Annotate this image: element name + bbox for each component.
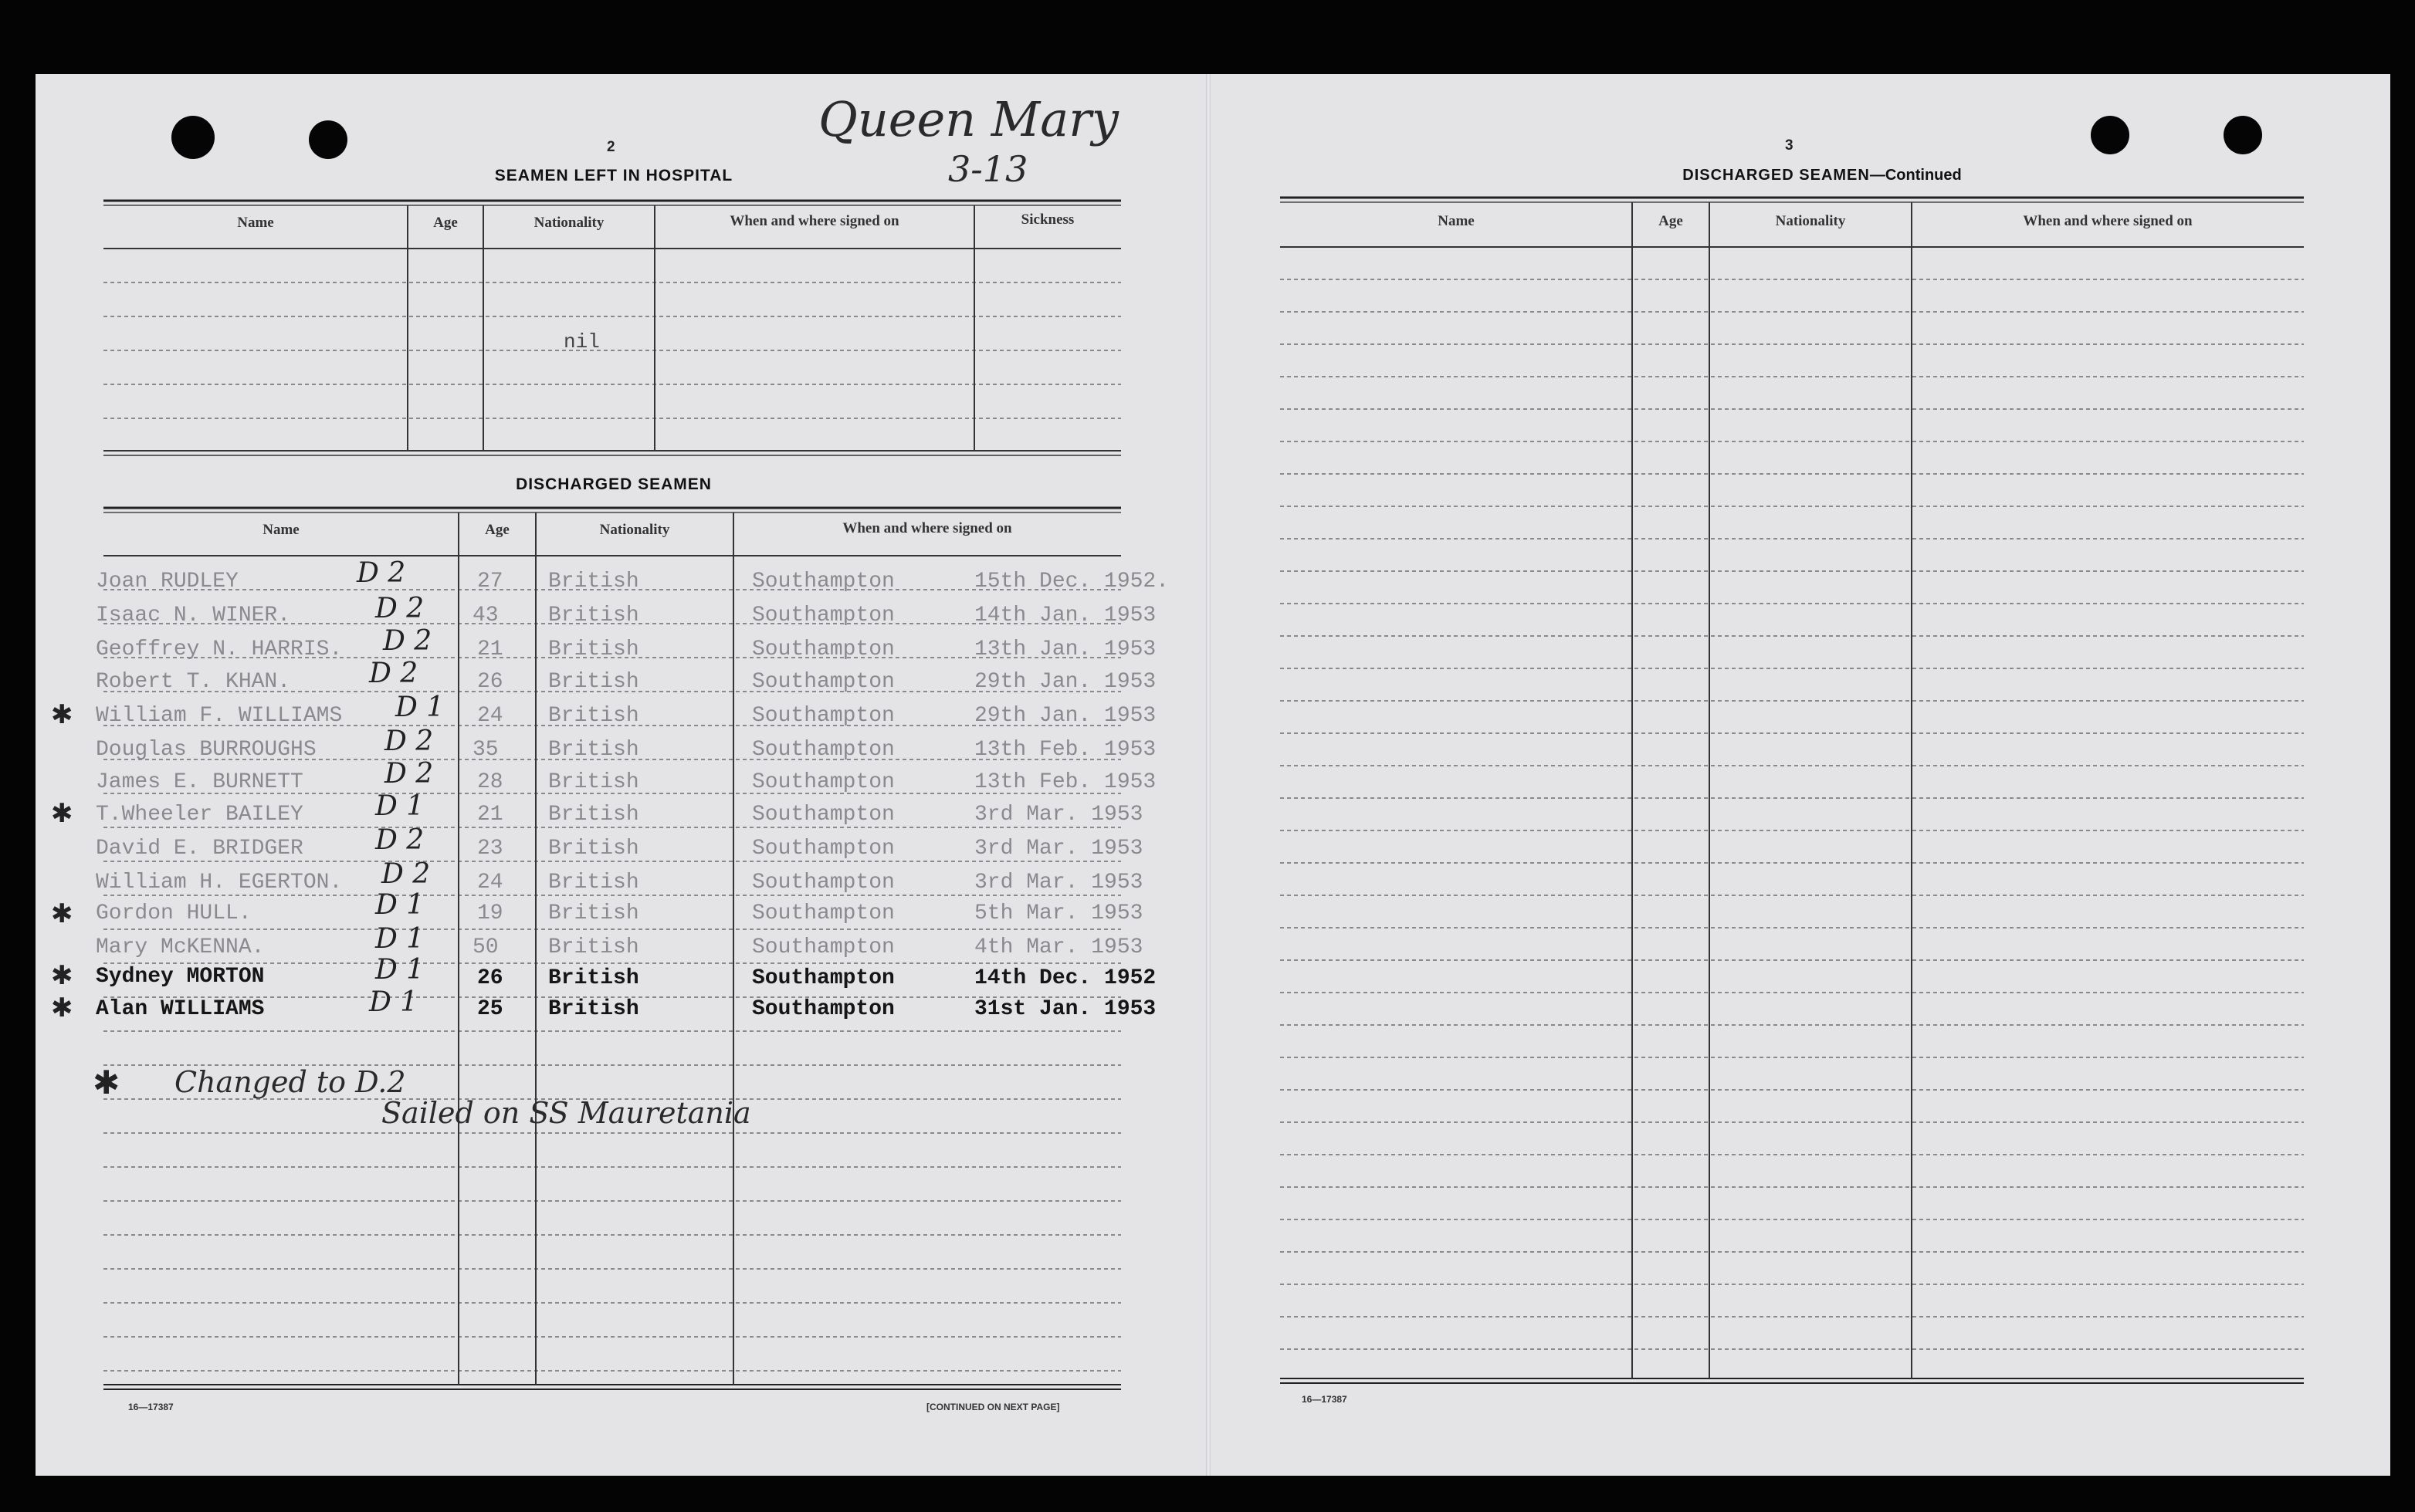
seaman-name: Joan RUDLEY — [96, 570, 239, 594]
signed-on-place: Southampton — [752, 770, 895, 794]
seaman-age: 19 — [477, 901, 503, 925]
discharge-code: D 2 — [384, 726, 434, 757]
seaman-age: 24 — [477, 704, 503, 728]
seaman-nationality: British — [548, 738, 639, 762]
signed-on-date: 4th Mar. 1953 — [974, 935, 1143, 959]
seaman-nationality: British — [548, 570, 639, 594]
right-header-name: Name — [1438, 213, 1475, 229]
seaman-nationality: British — [548, 770, 639, 794]
seaman-age: 24 — [477, 871, 503, 895]
seaman-age: 25 — [477, 997, 503, 1021]
signed-on-place: Southampton — [752, 837, 895, 861]
discharge-code: D 2 — [383, 625, 432, 657]
seaman-nationality: British — [548, 935, 639, 959]
seaman-age: 50 — [472, 935, 499, 959]
star-mark: ✱ — [51, 993, 73, 1023]
discharged-header-signed-on: When and where signed on — [842, 520, 1012, 536]
handwritten-note-changed: Changed to D.2 — [174, 1065, 406, 1099]
seaman-name: Isaac N. WINER. — [96, 604, 291, 627]
signed-on-place: Southampton — [752, 803, 895, 827]
right-header-nationality: Nationality — [1775, 213, 1846, 229]
signed-on-date: 31st Jan. 1953 — [974, 997, 1157, 1021]
discharge-code: D 2 — [375, 593, 425, 624]
seaman-nationality: British — [548, 871, 639, 895]
hospital-header-signed-on: When and where signed on — [730, 213, 899, 229]
signed-on-date: 29th Jan. 1953 — [974, 670, 1157, 694]
discharge-code: D 2 — [381, 858, 431, 890]
seaman-age: 26 — [477, 966, 503, 990]
seaman-name: William H. EGERTON. — [96, 871, 343, 895]
seaman-name: Robert T. KHAN. — [96, 670, 291, 694]
seaman-nationality: British — [548, 901, 639, 925]
seaman-name: David E. BRIDGER — [96, 837, 303, 861]
discharge-code: D 1 — [375, 923, 425, 955]
form-number-left: 16—17387 — [128, 1402, 174, 1412]
hospital-header-age: Age — [433, 215, 458, 231]
seaman-name: Douglas BURROUGHS — [96, 738, 317, 762]
page-number-right: 3 — [1785, 137, 1793, 154]
continued-note: [CONTINUED ON NEXT PAGE] — [926, 1402, 1060, 1412]
discharge-code: D 1 — [395, 692, 445, 723]
signed-on-date: 15th Dec. 1952. — [974, 570, 1170, 594]
discharged-header-nationality: Nationality — [599, 522, 670, 538]
signed-on-date: 14th Jan. 1953 — [974, 604, 1157, 627]
star-mark: ✱ — [93, 1064, 120, 1101]
hospital-header-nationality: Nationality — [533, 215, 605, 231]
signed-on-date: 13th Feb. 1953 — [974, 770, 1157, 794]
right-title-cont: —Continued — [1869, 167, 1962, 184]
seaman-nationality: British — [548, 638, 639, 661]
signed-on-place: Southampton — [752, 704, 895, 728]
seaman-name: Geoffrey N. HARRIS. — [96, 638, 343, 661]
hospital-section-title: SEAMEN LEFT IN HOSPITAL — [494, 167, 733, 184]
discharge-code: D 2 — [357, 557, 406, 589]
handwritten-date: 3-13 — [948, 148, 1028, 190]
discharged-header-age: Age — [485, 522, 510, 538]
seaman-name: Mary McKENNA. — [96, 935, 265, 959]
discharge-code: D 2 — [369, 658, 418, 689]
right-header-age: Age — [1658, 213, 1683, 229]
seaman-name: Alan WILLIAMS — [96, 997, 265, 1021]
seaman-name: T.Wheeler BAILEY — [96, 803, 303, 827]
seaman-nationality: British — [548, 837, 639, 861]
signed-on-place: Southampton — [752, 638, 895, 661]
discharge-code: D 1 — [369, 986, 418, 1018]
discharge-code: D 2 — [384, 758, 434, 790]
hospital-header-sickness: Sickness — [1021, 211, 1075, 228]
right-header-signed-on: When and where signed on — [2023, 213, 2193, 229]
seaman-age: 43 — [472, 604, 499, 627]
seaman-name: Gordon HULL. — [96, 901, 252, 925]
seaman-age: 28 — [477, 770, 503, 794]
hospital-header-name: Name — [237, 215, 274, 231]
star-mark: ✱ — [51, 898, 73, 929]
signed-on-place: Southampton — [752, 871, 895, 895]
signed-on-date: 14th Dec. 1952 — [974, 966, 1157, 990]
handwritten-ship-name: Queen Mary — [818, 91, 1119, 147]
seaman-age: 26 — [477, 670, 503, 694]
signed-on-place: Southampton — [752, 738, 895, 762]
seaman-nationality: British — [548, 604, 639, 627]
seaman-nationality: British — [548, 966, 639, 990]
star-mark: ✱ — [51, 798, 73, 829]
star-mark: ✱ — [51, 960, 73, 991]
seaman-name: William F. WILLIAMS — [96, 704, 343, 728]
signed-on-place: Southampton — [752, 966, 895, 990]
seaman-age: 27 — [477, 570, 503, 594]
signed-on-date: 3rd Mar. 1953 — [974, 803, 1143, 827]
discharged-section-title: DISCHARGED SEAMEN — [516, 475, 712, 493]
signed-on-date: 13th Feb. 1953 — [974, 738, 1157, 762]
seaman-nationality: British — [548, 997, 639, 1021]
signed-on-place: Southampton — [752, 604, 895, 627]
seaman-nationality: British — [548, 704, 639, 728]
signed-on-place: Southampton — [752, 935, 895, 959]
page-number-left: 2 — [607, 139, 615, 155]
signed-on-date: 3rd Mar. 1953 — [974, 871, 1143, 895]
discharge-code: D 2 — [375, 824, 425, 856]
hospital-nil-entry: nil — [564, 330, 600, 353]
signed-on-place: Southampton — [752, 901, 895, 925]
form-number-right: 16—17387 — [1302, 1394, 1347, 1405]
signed-on-date: 13th Jan. 1953 — [974, 638, 1157, 661]
star-mark: ✱ — [51, 699, 73, 730]
seaman-name: Sydney MORTON — [96, 965, 265, 989]
signed-on-place: Southampton — [752, 570, 895, 594]
seaman-nationality: British — [548, 670, 639, 694]
signed-on-place: Southampton — [752, 670, 895, 694]
signed-on-place: Southampton — [752, 997, 895, 1021]
seaman-age: 35 — [472, 738, 499, 762]
right-title-main: DISCHARGED SEAMEN — [1682, 167, 1870, 184]
signed-on-date: 5th Mar. 1953 — [974, 901, 1143, 925]
seaman-name: James E. BURNETT — [96, 770, 303, 794]
seaman-age: 21 — [477, 638, 503, 661]
discharged-header-name: Name — [262, 522, 300, 538]
seaman-age: 21 — [477, 803, 503, 827]
discharge-code: D 1 — [375, 954, 425, 986]
handwritten-note-sailed: Sailed on SS Mauretania — [381, 1096, 751, 1130]
discharge-code: D 1 — [375, 889, 425, 921]
signed-on-date: 29th Jan. 1953 — [974, 704, 1157, 728]
signed-on-date: 3rd Mar. 1953 — [974, 837, 1143, 861]
seaman-age: 23 — [477, 837, 503, 861]
seaman-nationality: British — [548, 803, 639, 827]
discharge-code: D 1 — [375, 790, 425, 822]
